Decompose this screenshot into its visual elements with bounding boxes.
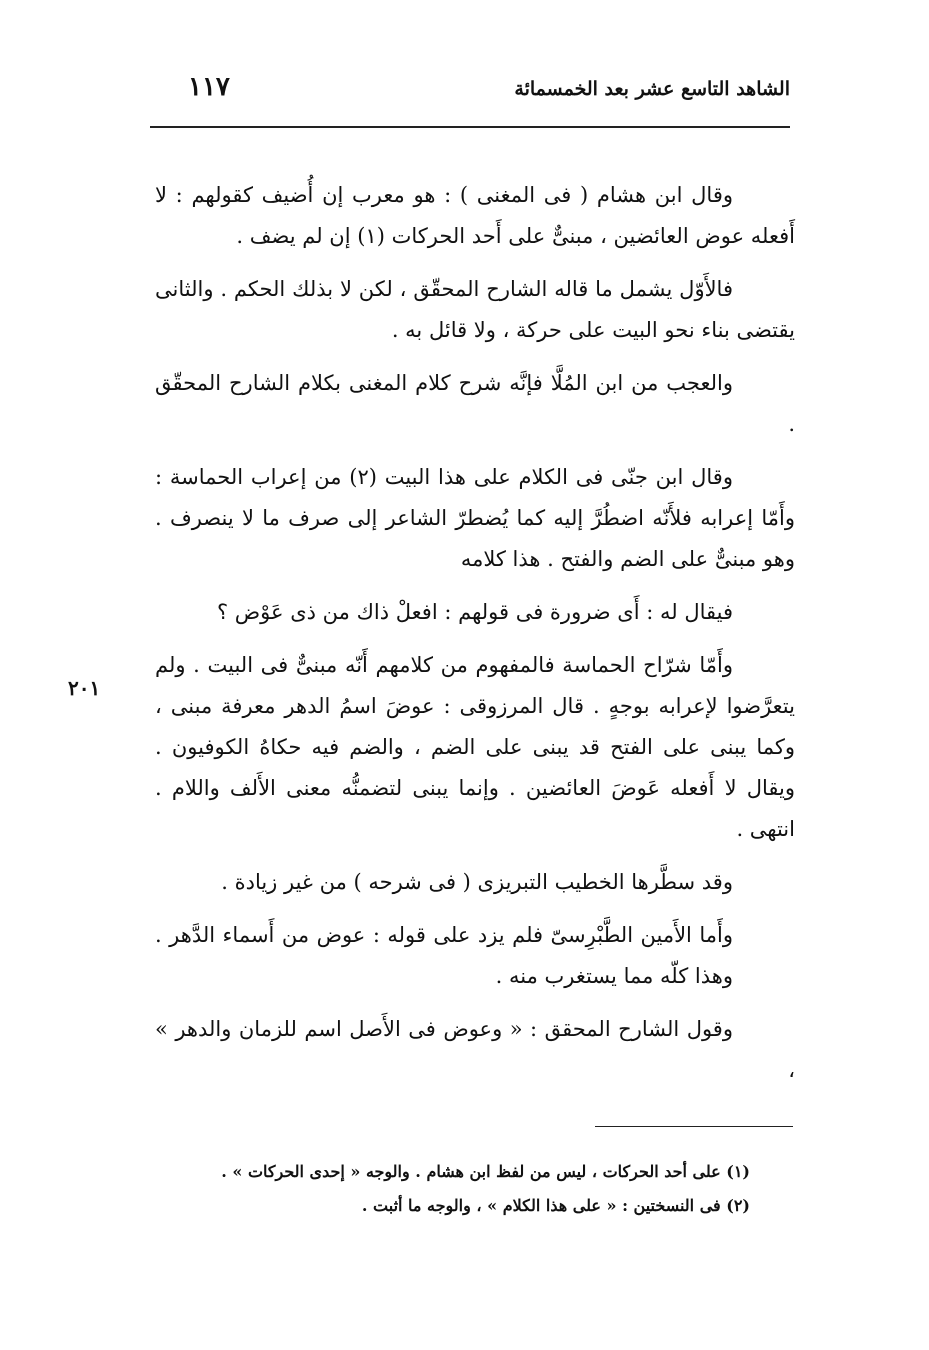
paragraph: وقول الشارح المحقق : « وعوض فى الأَصل اسم للزمان والدهر » ، [155,1017,795,1082]
paragraph: فيقال له : أَى ضرورة فى قولهم : افعلْ ذاك من ذى عَوْض ؟ [216,600,733,624]
paragraph: والعجب من ابن المُلَّا فإنَّه شرح كلام المغنى بكلام الشارح المحقّق . [155,371,795,436]
header-divider [150,126,790,128]
footnote-divider [595,1126,793,1127]
running-title: الشاهد التاسع عشر بعد الخمسمائة [514,78,790,100]
main-text [155,175,795,1103]
paragraph: وقال ابن هشام ( فى المغنى ) : هو معرب إن أُضيف كقولهم : لا أَفعله عوض العائضين ، مبنىٌّ على أَحد الحركات (١) إن لم يضف . [155,183,795,248]
margin-reference-number: ٢٠١ [68,676,101,700]
page-number: ١١٧ [188,72,230,102]
paragraph: وقد سطَّرها الخطيب التبريزى ( فى شرحه ) من غير زيادة . [221,870,733,894]
footnote: (٢) فى النسختين : « على هذا الكلام » ، والوجه ما أثبت . [361,1196,750,1215]
paragraph: فالأَوّل يشمل ما قاله الشارح المحقّق ، لكن لا بذلك الحكم . والثانى يقتضى بناء نحو البيت على حركة ، ولا قائل به . [155,277,795,342]
page-header [150,70,790,110]
footnotes [180,1155,750,1223]
paragraph: وأَمّا شرّاح الحماسة فالمفهوم من كلامهم أَنّه مبنىٌّ فى البيت . ولم يتعرَّضوا لإعرابه بوجهٍ . قال المرزوقى : عوضَ اسمُ الدهر معرفة مبنى ، وكما يبنى على الفتح قد يبنى على الضم ، والضم فيه حكاهُ الكوفيون . ويقال لا أَفعله عَوضَ العائضين . وإنما يبنى لتضمنُّه معنى الأَلف واللام . انتهى . [155,653,795,841]
paragraph: وقال ابن جنّى فى الكلام على هذا البيت (٢) من إعراب الحماسة : وأَمّا إعرابه فلأَنّه اضطُرَّ إليه كما يُضطرّ الشاعر إلى صرف ما لا ينصرف . وهو مبنىٌّ على الضم والفتح . هذا كلامه [155,465,795,571]
footnote: (١) على أحد الحركات ، ليس من لفظ ابن هشام . والوجه « إحدى الحركات » . [221,1162,750,1181]
paragraph: وأَما الأَمين الطَّبْرِسىّ فلم يزد على قوله : عوض من أَسماء الدَّهر . وهذا كلّه مما يستغرب منه . [155,923,733,988]
